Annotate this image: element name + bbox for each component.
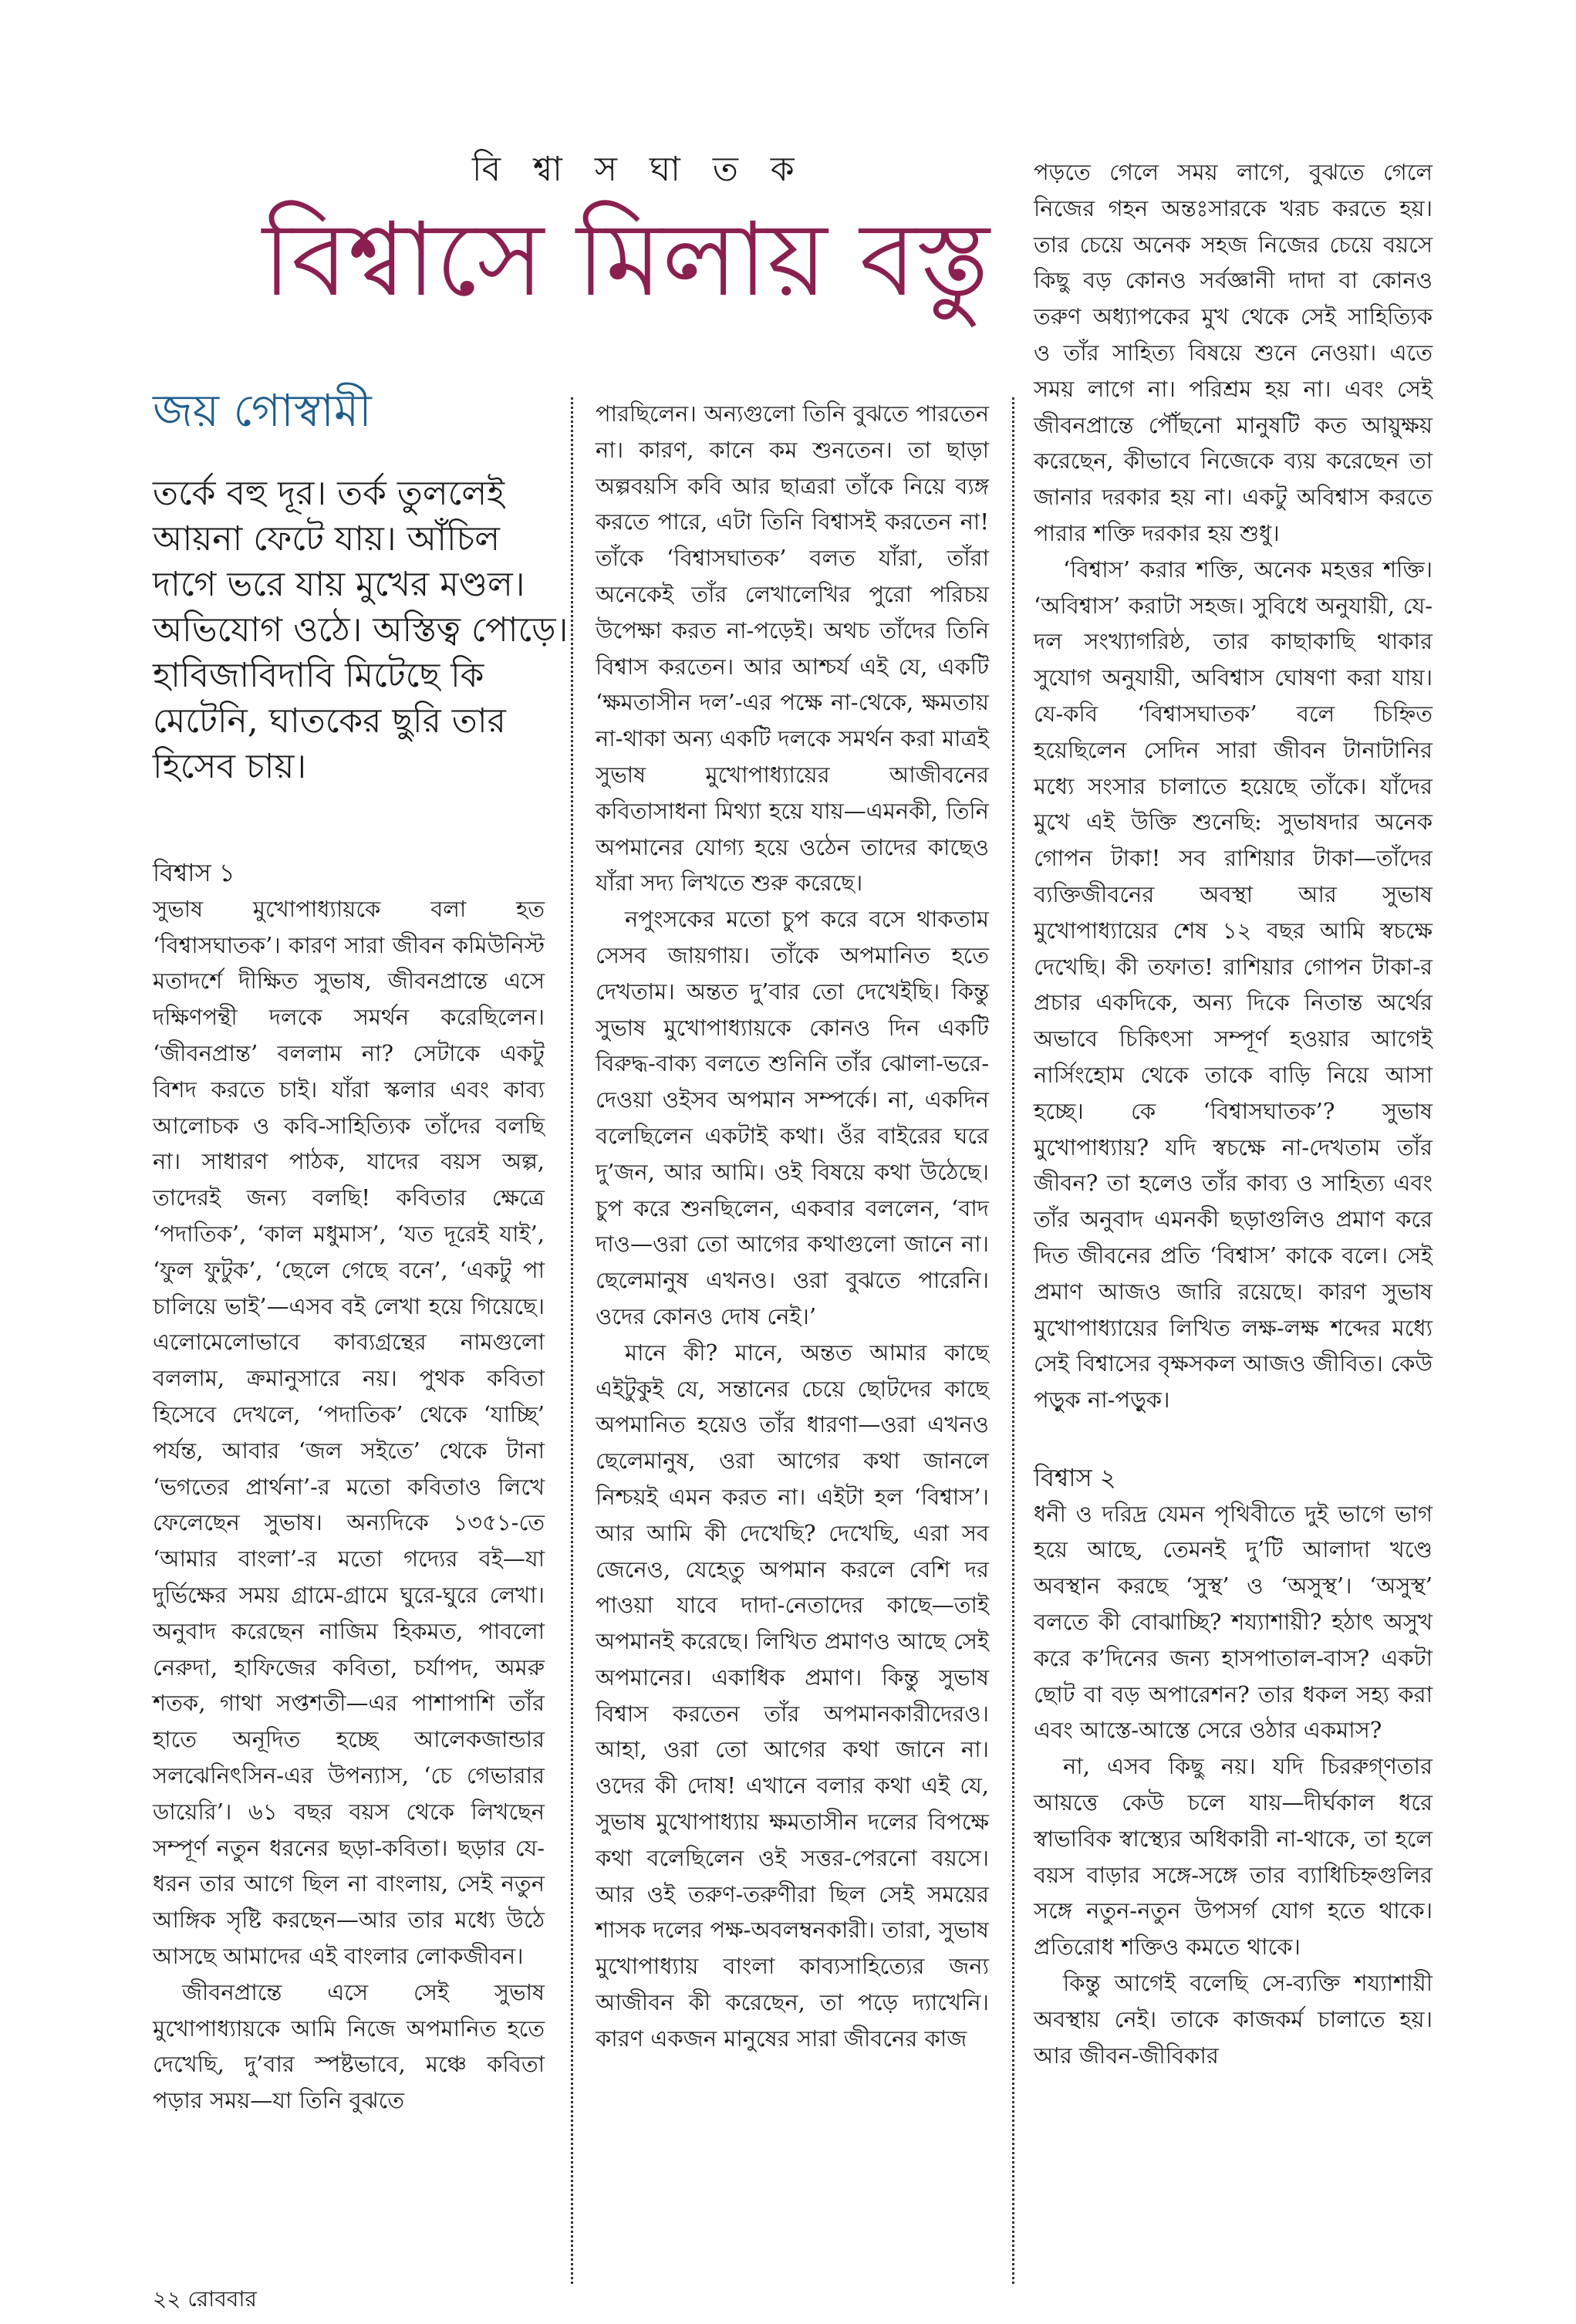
column-divider <box>1012 397 1014 2284</box>
paragraph: মানে কী? মানে, অন্তত আমার কাছে এইটুকুই যে, সন্তানের চেয়ে ছোটদের কাছে অপমানিত হয়েও তাঁর ধারণা—ওরা এখনও ছেলেমানুষ, ওরা আগের কথা জানলে নিশ্চয়ই এমন করত না। এইটা হল ‘বিশ্বাস’। আর আমি কী দেখেছি? দেখেছি, এরা সব জেনেও, যেহেতু অপমান করলে বেশি দর পাওয়া যাবে দাদা-নেতাদের কাছে—তাই অপমানই করেছে। লিখিত প্রমাণও আছে সেই অপমানের। একাধিক প্রমাণ। কিন্তু সুভাষ বিশ্বাস করতেন তাঁর অপমানকারীদেরও। আহা, ওরা তো আগের কথা জানে না। ওদের কী দোষ! এখানে বলার কথা এই যে, সুভাষ মুখোপাধ্যায় ক্ষমতাসীন দলের বিপক্ষে কথা বলেছিলেন ওই সত্তর-পেরনো বয়সে। আর ওই তরুণ-তরুণীরা ছিল সেই সময়ের শাসক দলের পক্ষ-অবলম্বনকারী। তারা, সুভাষ মুখোপাধ্যায় বাংলা কাব্যসাহিত্যের জন্য আজীবন কী করেছেন, তা পড়ে দ্যাখেনি। কারণ একজন মানুষের সারা জীবনের কাজ <box>596 1339 989 2052</box>
section-heading-1: বিশ্বাস ১ <box>153 858 235 887</box>
section-heading-2: বিশ্বাস ২ <box>1034 1462 1116 1492</box>
paragraph: না, এসব কিছু নয়। যদি চিররুগ্ণতার আয়ত্তে কেউ চলে যায়—দীর্ঘকাল ধরে স্বাভাবিক স্বাস্থ্যের অধিকারী না-থাকে, তা হলে বয়স বাড়ার সঙ্গে-সঙ্গে তার ব্যাধিচিহ্নগুলির সঙ্গে নতুন-নতুন উপসর্গ যোগ হতে থাকে। প্রতিরোধ শক্তিও কমতে থাকে। <box>1034 1753 1433 1961</box>
paragraph: কিন্তু আগেই বলেছি সে-ব্যক্তি শয্যাশায়ী অবস্থায় নেই। তাকে কাজকর্ম চালাতে হয়। আর জীবন-জীবিকার <box>1034 1970 1433 2069</box>
paragraph: সুভাষ মুখোপাধ্যায়কে বলা হত ‘বিশ্বাসঘাতক’। কারণ সারা জীবন কমিউনিস্ট মতাদর্শে দীক্ষিত সুভাষ, জীবনপ্রান্তে এসে দক্ষিণপন্থী দলকে সমর্থন করেছিলেন। ‘জীবনপ্রান্ত’ বললাম না? সেটাকে একটু বিশদ করতে চাই। যাঁরা স্কলার এবং কাব্য আলোচক ও কবি-সাহিত্যিক তাঁদের বলছি না। সাধারণ পাঠক, যাদের বয়স অল্প, তাদেরই জন্য বলছি! কবিতার ক্ষেত্রে ‘পদাতিক’, ‘কাল মধুমাস’, ‘যত দূরেই যাই’, ‘ফুল ফুটুক’, ‘ছেলে গেছে বনে’, ‘একটু পা চালিয়ে ভাই’—এসব বই লেখা হয়ে গিয়েছে। এলোমেলোভাবে কাব্যগ্রন্থের নামগুলো বললাম, ক্রমানুসারে নয়। পুথক কবিতা হিসেবে দেখলে, ‘পদাতিক’ থেকে ‘যাচ্ছি’ পর্যন্ত, আবার ‘জল সইতে’ থেকে টানা ‘ভগতের প্রার্থনা’-র মতো কবিতাও লিখে ফেলেছেন সুভাষ। অন্যদিকে ১৩৫১-তে ‘আমার বাংলা’-র মতো গদ্যের বই—যা দুর্ভিক্ষের সময় গ্রামে-গ্রামে ঘুরে-ঘুরে লেখা। অনুবাদ করেছেন নাজিম হিকমত, পাবলো নেরুদা, হাফিজের কবিতা, চর্যাপদ, অমরু শতক, গাথা সপ্তশতী—এর পাশাপাশি তাঁর হাতে অনূদিত হচ্ছে আলেকজান্ডার সলঝেনিৎসিন-এর উপন্যাস, ‘চে গেভারার ডায়েরি’। ৬১ বছর বয়স থেকে লিখছেন সম্পূর্ণ নতুন ধরনের ছড়া-কবিতা। ছড়ার যে-ধরন তার আগে ছিল না বাংলায়, সেই নতুন আঙ্গিক সৃষ্টি করছেন—আর তার মধ্যে উঠে আসছে আমাদের এই বাংলার লোকজীবন। <box>153 895 545 1969</box>
article-headline: বিশ্বাসে মিলায় বস্তু <box>262 201 990 319</box>
paragraph: ‘বিশ্বাস’ করার শক্তি, অনেক মহত্তর শক্তি। ‘অবিশ্বাস’ করাটা সহজ। সুবিধে অনুযায়ী, যে-দল সংখ্যাগরিষ্ঠ, তার কাছাকাছি থাকার সুযোগ অনুযায়ী, অবিশ্বাস ঘোষণা করা যায়। যে-কবি ‘বিশ্বাসঘাতক’ বলে চিহ্নিত হয়েছিলেন সেদিন সারা জীবন টানাটানির মধ্যে সংসার চালাতে হয়েছে তাঁকে। যাঁদের মুখে এই উক্তি শুনেছি: সুভাষদার অনেক গোপন টাকা! সব রাশিয়ার টাকা—তাঁদের ব্যক্তিজীবনের অবস্থা আর সুভাষ মুখোপাধ্যায়ের শেষ ১২ বছর আমি স্বচক্ষে দেখেছি। কী তফাত! রাশিয়ার গোপন টাকা-র প্রচার একদিকে, অন্য দিকে নিতান্ত অর্থের অভাবে চিকিৎসা সম্পূর্ণ হওয়ার আগেই নার্সিংহোম থেকে তাকে বাড়ি নিয়ে আসা হচ্ছে। কে ‘বিশ্বাসঘাতক’? সুভাষ মুখোপাধ্যায়? যদি স্বচক্ষে না-দেখতাম তাঁর জীবন? তা হলেও তাঁর কাব্য ও সাহিত্য এবং তাঁর অনুবাদ এমনকী ছড়াগুলিও প্রমাণ করে দিত জীবনের প্রতি ‘বিশ্বাস’ কাকে বলে। সেই প্রমাণ আজও জারি রয়েছে। কারণ সুভাষ মুখোপাধ্যায়ের লিখিত লক্ষ-লক্ষ শব্দের মধ্যে সেই বিশ্বাসের বৃক্ষসকল আজও জীবিত। কেউ পড়ুক না-পড়ুক। <box>1034 556 1433 1414</box>
publication-name: রোববার <box>187 2286 257 2312</box>
page-footer <box>153 2282 257 2319</box>
column-divider <box>571 397 573 2284</box>
page-number: ২২ <box>153 2286 181 2312</box>
paragraph: জীবনপ্রান্তে এসে সেই সুভাষ মুখোপাধ্যায়কে আমি নিজে অপমানিত হতে দেখেছি, দু’বার স্পষ্টভাবে, মঞ্চে কবিতা পড়ার সময়—যা তিনি বুঝতে <box>153 1978 545 2114</box>
paragraph: ধনী ও দরিদ্র যেমন পৃথিবীতে দুই ভাগে ভাগ হয়ে আছে, তেমনই দু’টি আলাদা খণ্ডে অবস্থান করছে ‘সুস্থ’ ও ‘অসুস্থ’। ‘অসুস্থ’ বলতে কী বোঝাচ্ছি? শয্যাশায়ী? হঠাৎ অসুখ করে ক’দিনের জন্য হাসপাতাল-বাস? একটা ছোট বা বড় অপারেশন? তার ধকল সহ্য করা এবং আস্তে-আস্তে সেরে ওঠার একমাস? <box>1034 1500 1433 1744</box>
section-kicker: বি শ্বা স ঘা ত ক <box>472 150 805 189</box>
author-byline: জয় গোস্বামী <box>153 384 372 437</box>
paragraph: পড়তে গেলে সময় লাগে, বুঝতে গেলে নিজের গহন অন্তঃসারকে খরচ করতে হয়। তার চেয়ে অনেক সহজ নিজের চেয়ে বয়সে কিছু বড় কোনও সর্বজ্ঞানী দাদা বা কোনও তরুণ অধ্যাপকের মুখ থেকে সেই সাহিত্যিক ও তাঁর সাহিত্য বিষয়ে শুনে নেওয়া। এতে সময় লাগে না। পরিশ্রম হয় না। এবং সেই জীবনপ্রান্তে পৌঁছনো মানুষটি কত আয়ুক্ষয় করেছেন, কীভাবে নিজেকে ব্যয় করেছেন তা জানার দরকার হয় না। একটু অবিশ্বাস করতে পারার শক্তি দরকার হয় শুধু। <box>1034 159 1433 546</box>
paragraph: পারছিলেন। অন্যগুলো তিনি বুঝতে পারতেন না। কারণ, কানে কম শুনতেন। তা ছাড়া অল্পবয়সি কবি আর ছাত্ররা তাঁকে নিয়ে ব্যঙ্গ করতে পারে, এটা তিনি বিশ্বাসই করতেন না! তাঁকে ‘বিশ্বাসঘাতক’ বলত যাঁরা, তাঁরা অনেকেই তাঁর লেখালেখির পুরো পরিচয় উপেক্ষা করত না-পড়েই। অথচ তাঁদের তিনি বিশ্বাস করতেন। আর আশ্চর্য এই যে, একটি ‘ক্ষমতাসীন দল’-এর পক্ষে না-থেকে, ক্ষমতায় না-থাকা অন্য একটি দলকে সমর্থন করা মাত্রই সুভাষ মুখোপাধ্যায়ের আজীবনের কবিতাসাধনা মিথ্যা হয়ে যায়—এমনকী, তিনি অপমানের যোগ্য হয়ে ওঠেন তাদের কাছেও যাঁরা সদ্য লিখতে শুরু করেছে। <box>596 400 989 897</box>
text-column-2 <box>596 396 989 2057</box>
text-column-1 <box>153 855 545 2119</box>
text-column-3 <box>1034 154 1433 2073</box>
intro-standfirst <box>153 471 569 789</box>
paragraph: নপুংসকের মতো চুপ করে বসে থাকতাম সেসব জায়গায়। তাঁকে অপমানিত হতে দেখতাম। অন্তত দু’বার তো দেখেইছি। কিন্তু সুভাষ মুখোপাধ্যায়কে কোনও দিন একটি বিরুদ্ধ-বাক্য বলতে শুনিনি তাঁর ঝোলা-ভরে-দেওয়া ওইসব অপমান সম্পর্কে। না, একদিন বলেছিলেন একটাই কথা। ওঁর বাইরের ঘরে দু’জন, আর আমি। ওই বিষয়ে কথা উঠেছে। চুপ করে শুনছিলেন, একবার বললেন, ‘বাদ দাও—ওরা তো আগের কথাগুলো জানে না। ছেলেমানুষ এখনও। ওরা বুঝতে পারেনি। ওদের কোনও দোষ নেই।’ <box>596 906 989 1329</box>
intro-paragraph: তর্কে বহু দূর। তর্ক তুললেই আয়না ফেটে যায়। আঁচিল দাগে ভরে যায় মুখের মণ্ডল। অভিযোগ ওঠে। অস্তিত্ব পোড়ে। হাবিজাবিদাবি মিটেছে কি মেটেনি, ঘাতকের ছুরি তার হিসেব চায়। <box>153 474 569 786</box>
section-spacer <box>1034 1418 1433 1460</box>
